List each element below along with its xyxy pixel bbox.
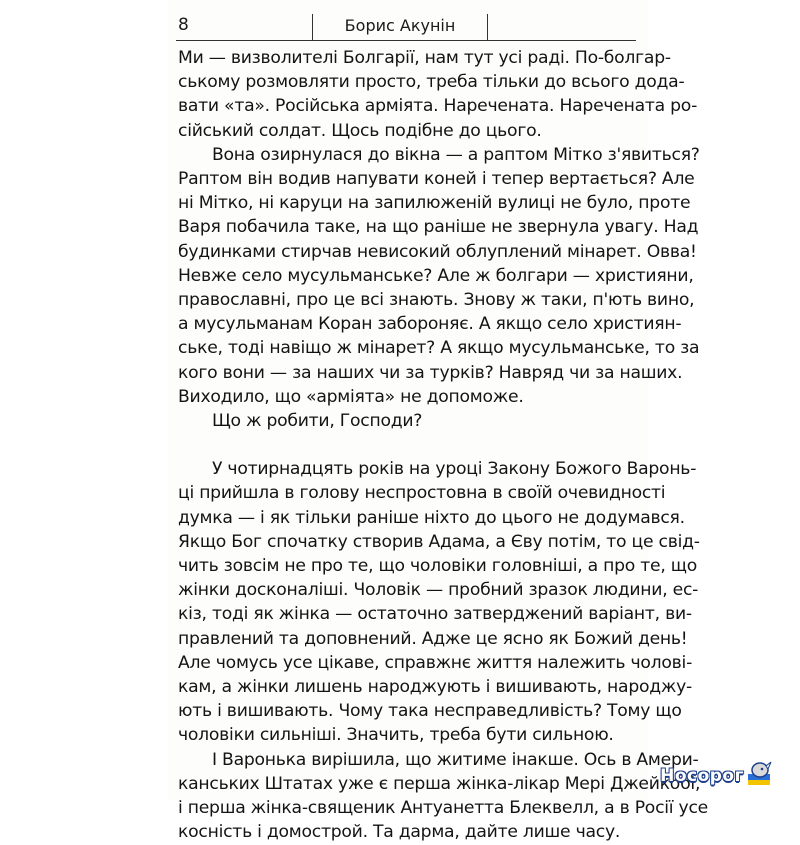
text-line: ці прийшла в голову неспростовна в своїй очевидності — [178, 483, 666, 504]
text-line: Раптом він водив напувати коней і тепер вертається? Але — [178, 169, 695, 190]
paragraph — [178, 143, 700, 409]
text-line: чить зовсім не про те, що чоловіки головніші, а про те, що — [178, 556, 698, 577]
paragraph — [178, 409, 634, 433]
text-line: канських Штатах уже є перша жінка-лікар Мері Джейкобі, — [178, 773, 701, 794]
text-line: косність і домострой. Та дарма, дайте лише часу. — [178, 822, 621, 843]
text-line: вати «та». Російська арміята. Нареченатa. Нареченатa ро- — [178, 96, 698, 117]
text-line: і перша жінка-священик Антуанетта Блеквелл, а в Росії усе — [178, 798, 708, 819]
header-divider-right — [487, 14, 488, 40]
text-line: Варя побачила таке, на що раніше не звернула увагу. Над — [178, 217, 699, 238]
paragraph — [178, 46, 698, 143]
section-break — [178, 433, 634, 457]
text-line: Виходило, що «арміята» не допоможе. — [178, 386, 524, 407]
text-line: а мусульманам Коран забороняє. А якщо село християн- — [178, 314, 682, 335]
text-line: Що ж робити, Господи? — [212, 411, 423, 432]
rhino-mascot-icon — [746, 760, 772, 786]
text-line: кого вони — за наших чи за турків? Навряд чи за наших. — [178, 362, 683, 383]
header-rule — [176, 40, 636, 41]
header-divider-left — [312, 14, 313, 40]
paragraph — [178, 457, 700, 747]
text-line: будинками стирчав невисокий облуплений мінарет. Овва! — [178, 241, 697, 262]
text-line: правлений та доповнений. Адже це ясно як Божий день! — [178, 628, 688, 649]
text-line: жінки досконаліші. Чоловік — пробний зразок людини, ес- — [178, 580, 699, 601]
text-line: сійський солдат. Щось подібне до цього. — [178, 120, 542, 141]
watermark-text: Носорог — [660, 766, 744, 786]
text-line: думка — і як тільки раніше ніхто до цього не додумався. — [178, 507, 685, 528]
text-line: чоловіки сильніші. Значить, треба бути сильною. — [178, 725, 614, 746]
running-head-author: Борис Акунін — [344, 16, 456, 35]
text-line: православні, про це всі знають. Знову ж таки, п'ють вино, — [178, 290, 695, 311]
text-line: ське, тоді навіщо ж мінарет? А якщо мусульманське, то за — [178, 338, 700, 359]
page-number: 8 — [178, 15, 189, 35]
text-line: Але чомусь усе цікаве, справжнє життя належить чолові- — [178, 652, 693, 673]
text-line: Невже село мусульманське? Але ж болгари — християни, — [178, 265, 694, 286]
text-line: кам, а жінки лишень народжують і вишивають, народжу- — [178, 677, 692, 698]
text-line: І Варонька вирішила, що житиме інакше. Ось в Амери- — [212, 749, 699, 770]
watermark — [660, 760, 772, 786]
text-line: Вона озирнулася до вікна — а раптом Мітко з'явиться? — [212, 144, 700, 165]
text-line: Якщо Бог спочатку створив Адама, а Єву потім, то це свід- — [178, 531, 700, 552]
text-line: ють і вишивають. Чому така несправедливість? Тому що — [178, 701, 682, 722]
text-line: ні Мітко, ні каруци на запилюженій вулиці не було, проте — [178, 193, 691, 214]
text-line: У чотирнадцять років на уроці Закону Божого Варонь- — [212, 459, 697, 480]
text-line: кіз, тоді як жінка — остаточно затверджений варіант, ви- — [178, 604, 692, 625]
text-line: Ми — визволителі Болгарії, нам тут усі раді. По-болгар- — [178, 48, 671, 68]
text-line: ському розмовляти просто, треба тільки до всього дода- — [178, 72, 685, 93]
